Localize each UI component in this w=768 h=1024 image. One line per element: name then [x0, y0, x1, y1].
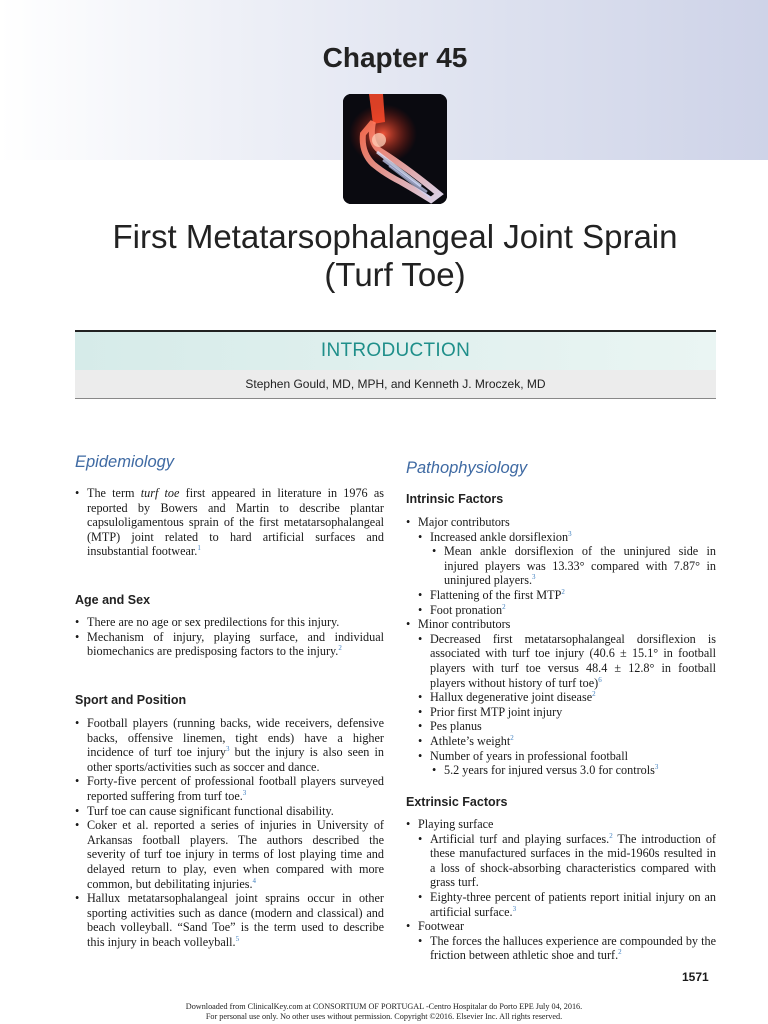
authors-line: Stephen Gould, MD, MPH, and Kenneth J. Mroczek, MD — [75, 370, 716, 399]
title-line-2: (Turf Toe) — [324, 256, 466, 293]
list-item: • 5.2 years for injured versus 3.0 for controls$^3$ — [406, 763, 716, 778]
page-number: 1571 — [682, 970, 709, 984]
intrinsic-list — [406, 515, 716, 778]
heading-pathophysiology: Pathophysiology — [406, 459, 528, 477]
list-item: • Hallux degenerative joint disease$^2$ — [406, 690, 716, 705]
list-item: • Mean ankle dorsiflexion of the uninjured side in injured players was 13.33° compared with 7.87° in uninjured players.$^3$ — [406, 544, 716, 588]
list-item: • Hallux metatarsophalangeal joint sprains occur in other sporting activities such as dance (modern and classical) and beach volleyball. “Sand Toe” is the term used to describe this injury in beach volleyball.$^5$ — [75, 891, 384, 949]
chapter-title — [0, 218, 768, 294]
list-item: • Prior first MTP joint injury — [406, 705, 716, 720]
list-item: • Major contributors — [406, 515, 716, 530]
list-item: • Forty-five percent of professional football players surveyed reported suffering from turf toe.$^3$ — [75, 774, 384, 803]
heading-age-sex: Age and Sex — [75, 593, 151, 607]
list-item: • Increased ankle dorsiflexion$^3$ — [406, 530, 716, 545]
heading-extrinsic: Extrinsic Factors — [406, 795, 508, 809]
list-item: • Eighty-three percent of patients report initial injury on an artificial surface.$^3$ — [406, 890, 716, 919]
list-item: • Turf toe can cause significant functional disability. — [75, 804, 384, 819]
list-item: • There are no age or sex predilections for this injury. — [75, 615, 384, 630]
epidemiology-list — [75, 486, 384, 559]
title-line-1: First Metatarsophalangeal Joint Sprain — [112, 218, 678, 255]
list-item: • The forces the halluces experience are compounded by the friction between athletic shoe and turf.$^2$ — [406, 934, 716, 963]
list-item: • Minor contributors — [406, 617, 716, 632]
foot-xray-image — [343, 94, 447, 204]
footer-line-1: Downloaded from ClinicalKey.com at CONSORTIUM OF PORTUGAL -Centro Hospitalar do Porto EPE July 04, 2016. — [185, 1002, 583, 1011]
section-banner: INTRODUCTION — [75, 332, 716, 370]
chapter-label: Chapter 45 — [322, 42, 468, 73]
footer-line-2: For personal use only. No other uses without permission. Copyright ©2016. Elsevier Inc. All rights reserved. — [205, 1012, 563, 1021]
list-item: • Pes planus — [406, 719, 716, 734]
list-item: • Decreased first metatarsophalangeal dorsiflexion is associated with turf toe injury (40.6 ± 15.1° in football players with turf toe versus 48.4 ± 12.8° in football players without history of turf toe)$^6$ — [406, 632, 716, 690]
list-item: • Artificial turf and playing surfaces.$^2$ The introduction of these manufactured surfaces in the mid-1960s resulted in a loss of shock-absorbing characteristics compared with grass turf. — [406, 832, 716, 890]
list-item: • Foot pronation$^2$ — [406, 603, 716, 618]
list-item: • Coker et al. reported a series of injuries in University of Arkansas football players. The authors described the severity of turf toe injury in terms of lost playing time and delayed return to play, even when compared with more common, but debilitating injuries.$^4$ — [75, 818, 384, 891]
download-footer — [0, 1002, 768, 1022]
heading-intrinsic: Intrinsic Factors — [406, 492, 504, 506]
age-list — [75, 615, 384, 659]
list-item: • Football players (running backs, wide receivers, defensive backs, offensive linemen, tight ends) have a higher incidence of turf toe injury$^3$ but the injury is also seen in other sports/activities such as soccer and dance. — [75, 716, 384, 774]
list-item: • Flattening of the first MTP$^2$ — [406, 588, 716, 603]
list-item: • Number of years in professional football — [406, 749, 716, 764]
list-item: • Athlete’s weight$^2$ — [406, 734, 716, 749]
heading-epidemiology: Epidemiology — [75, 453, 175, 471]
list-item: • Footwear — [406, 919, 716, 934]
extrinsic-list — [406, 817, 716, 963]
list-item: • The term turf toe first appeared in literature in 1976 as reported by Bowers and Martin to describe plantar capsuloligamentous sprain of the first metatarsophalangeal (MTP) joint related to hard artificial surfaces and insubstantial footwear.$^1$ — [75, 486, 384, 559]
list-item: • Mechanism of injury, playing surface, and individual biomechanics are predisposing factors to the injury.$^2$ — [75, 630, 384, 659]
heading-sport-position: Sport and Position — [75, 693, 187, 707]
sport-list — [75, 716, 384, 950]
list-item: • Playing surface — [406, 817, 716, 832]
